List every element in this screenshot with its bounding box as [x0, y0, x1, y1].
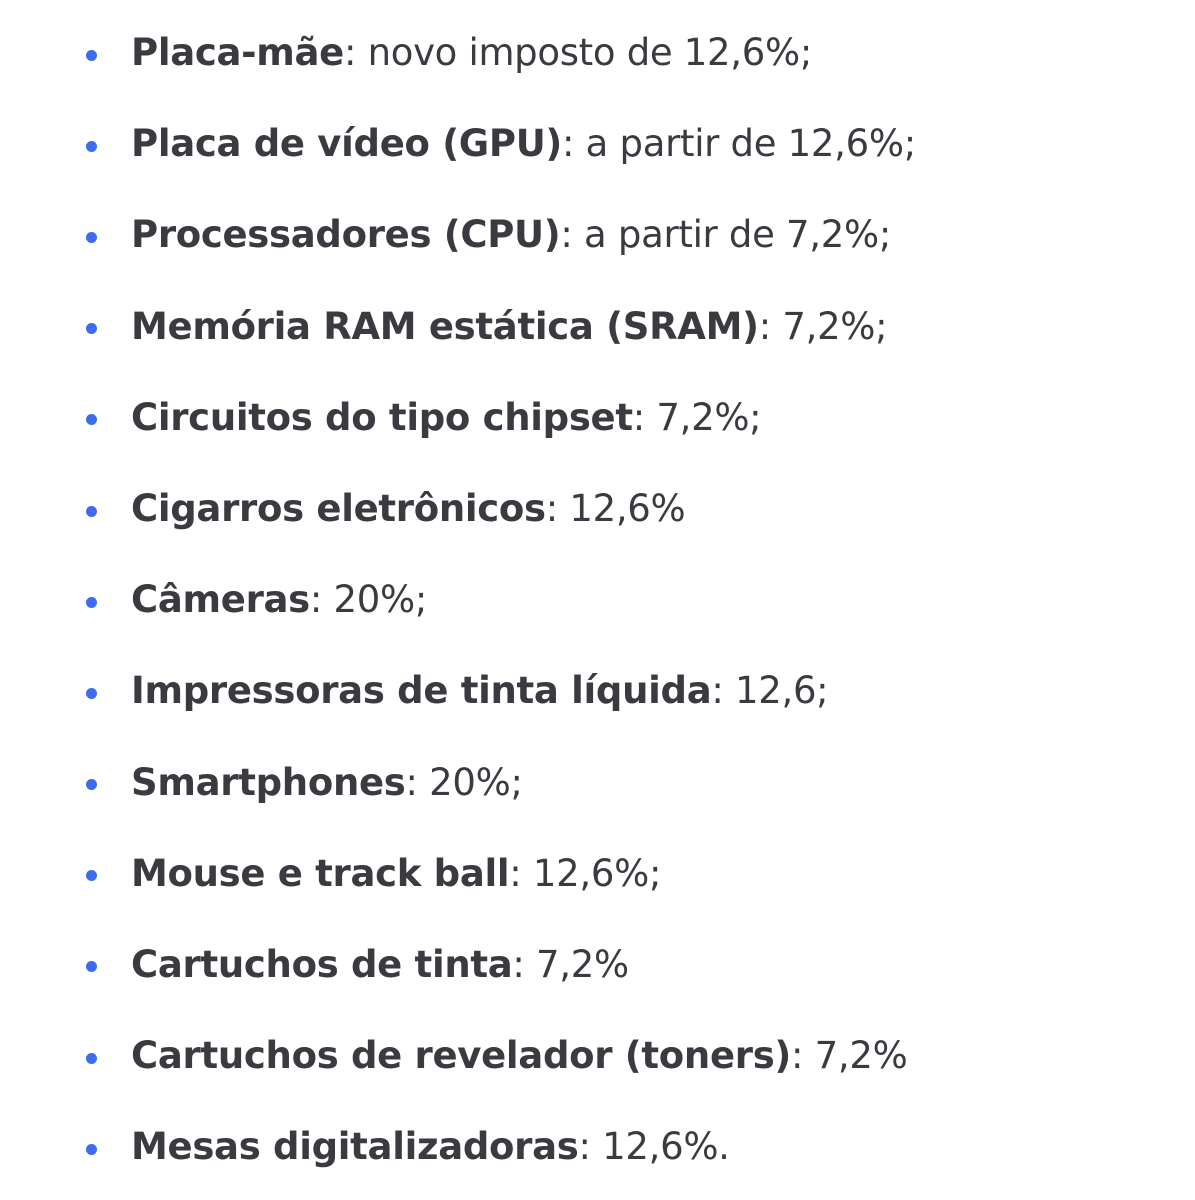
- bullet-dot-icon: [86, 414, 97, 425]
- bullet-dot-icon: [86, 232, 97, 243]
- item-value: : 12,6;: [711, 669, 829, 713]
- item-value: : 12,6%;: [509, 851, 662, 895]
- bullet-dot-icon: [86, 141, 97, 152]
- bullet-dot-icon: [86, 1053, 97, 1064]
- item-term: Cigarros eletrônicos: [131, 487, 546, 531]
- bullet-dot-icon: [86, 506, 97, 517]
- item-term: Cartuchos de tinta: [131, 942, 513, 986]
- item-term: Mesas digitalizadoras: [131, 1125, 579, 1169]
- item-value: : 7,2%: [791, 1034, 908, 1078]
- item-term: Circuitos do tipo chipset: [131, 395, 633, 439]
- bullet-dot-icon: [86, 961, 97, 972]
- bullet-dot-icon: [86, 870, 97, 881]
- item-value: : 7,2%;: [758, 304, 888, 348]
- bullet-dot-icon: [86, 597, 97, 608]
- item-term: Cartuchos de revelador (toners): [131, 1034, 792, 1078]
- list-item: [0, 554, 1195, 645]
- list-item: [0, 919, 1195, 1010]
- item-value: : 12,6%: [545, 487, 686, 531]
- bullet-dot-icon: [86, 323, 97, 334]
- list-item: [0, 1010, 1195, 1101]
- list-item: [0, 1101, 1195, 1192]
- list-item: [0, 281, 1195, 372]
- list-item: [0, 737, 1195, 828]
- bullet-dot-icon: [86, 50, 97, 61]
- item-value: : 7,2%: [512, 942, 629, 986]
- item-term: Impressoras de tinta líquida: [131, 669, 712, 713]
- bullet-dot-icon: [86, 688, 97, 699]
- item-term: Câmeras: [131, 578, 310, 622]
- item-value: : a partir de 7,2%;: [560, 213, 891, 257]
- item-term: Placa-mãe: [131, 31, 344, 75]
- item-value: : 12,6%.: [578, 1125, 730, 1169]
- list-item: [0, 463, 1195, 554]
- item-value: : 7,2%;: [632, 395, 762, 439]
- bullet-dot-icon: [86, 1144, 97, 1155]
- list-item: [0, 372, 1195, 463]
- list-item: [0, 7, 1195, 98]
- item-value: : 20%;: [309, 578, 428, 622]
- list-item: [0, 645, 1195, 736]
- list-item: [0, 828, 1195, 919]
- list-item: [0, 189, 1195, 280]
- list-item: [0, 98, 1195, 189]
- bullet-dot-icon: [86, 779, 97, 790]
- item-value: : novo imposto de 12,6%;: [343, 31, 813, 75]
- item-value: : 20%;: [405, 760, 523, 804]
- item-value: : a partir de 12,6%;: [562, 122, 916, 166]
- item-term: Processadores (CPU): [131, 213, 561, 257]
- item-term: Smartphones: [131, 760, 406, 804]
- item-term: Mouse e track ball: [131, 851, 510, 895]
- item-term: Memória RAM estática (SRAM): [131, 304, 759, 348]
- item-term: Placa de vídeo (GPU): [131, 122, 563, 166]
